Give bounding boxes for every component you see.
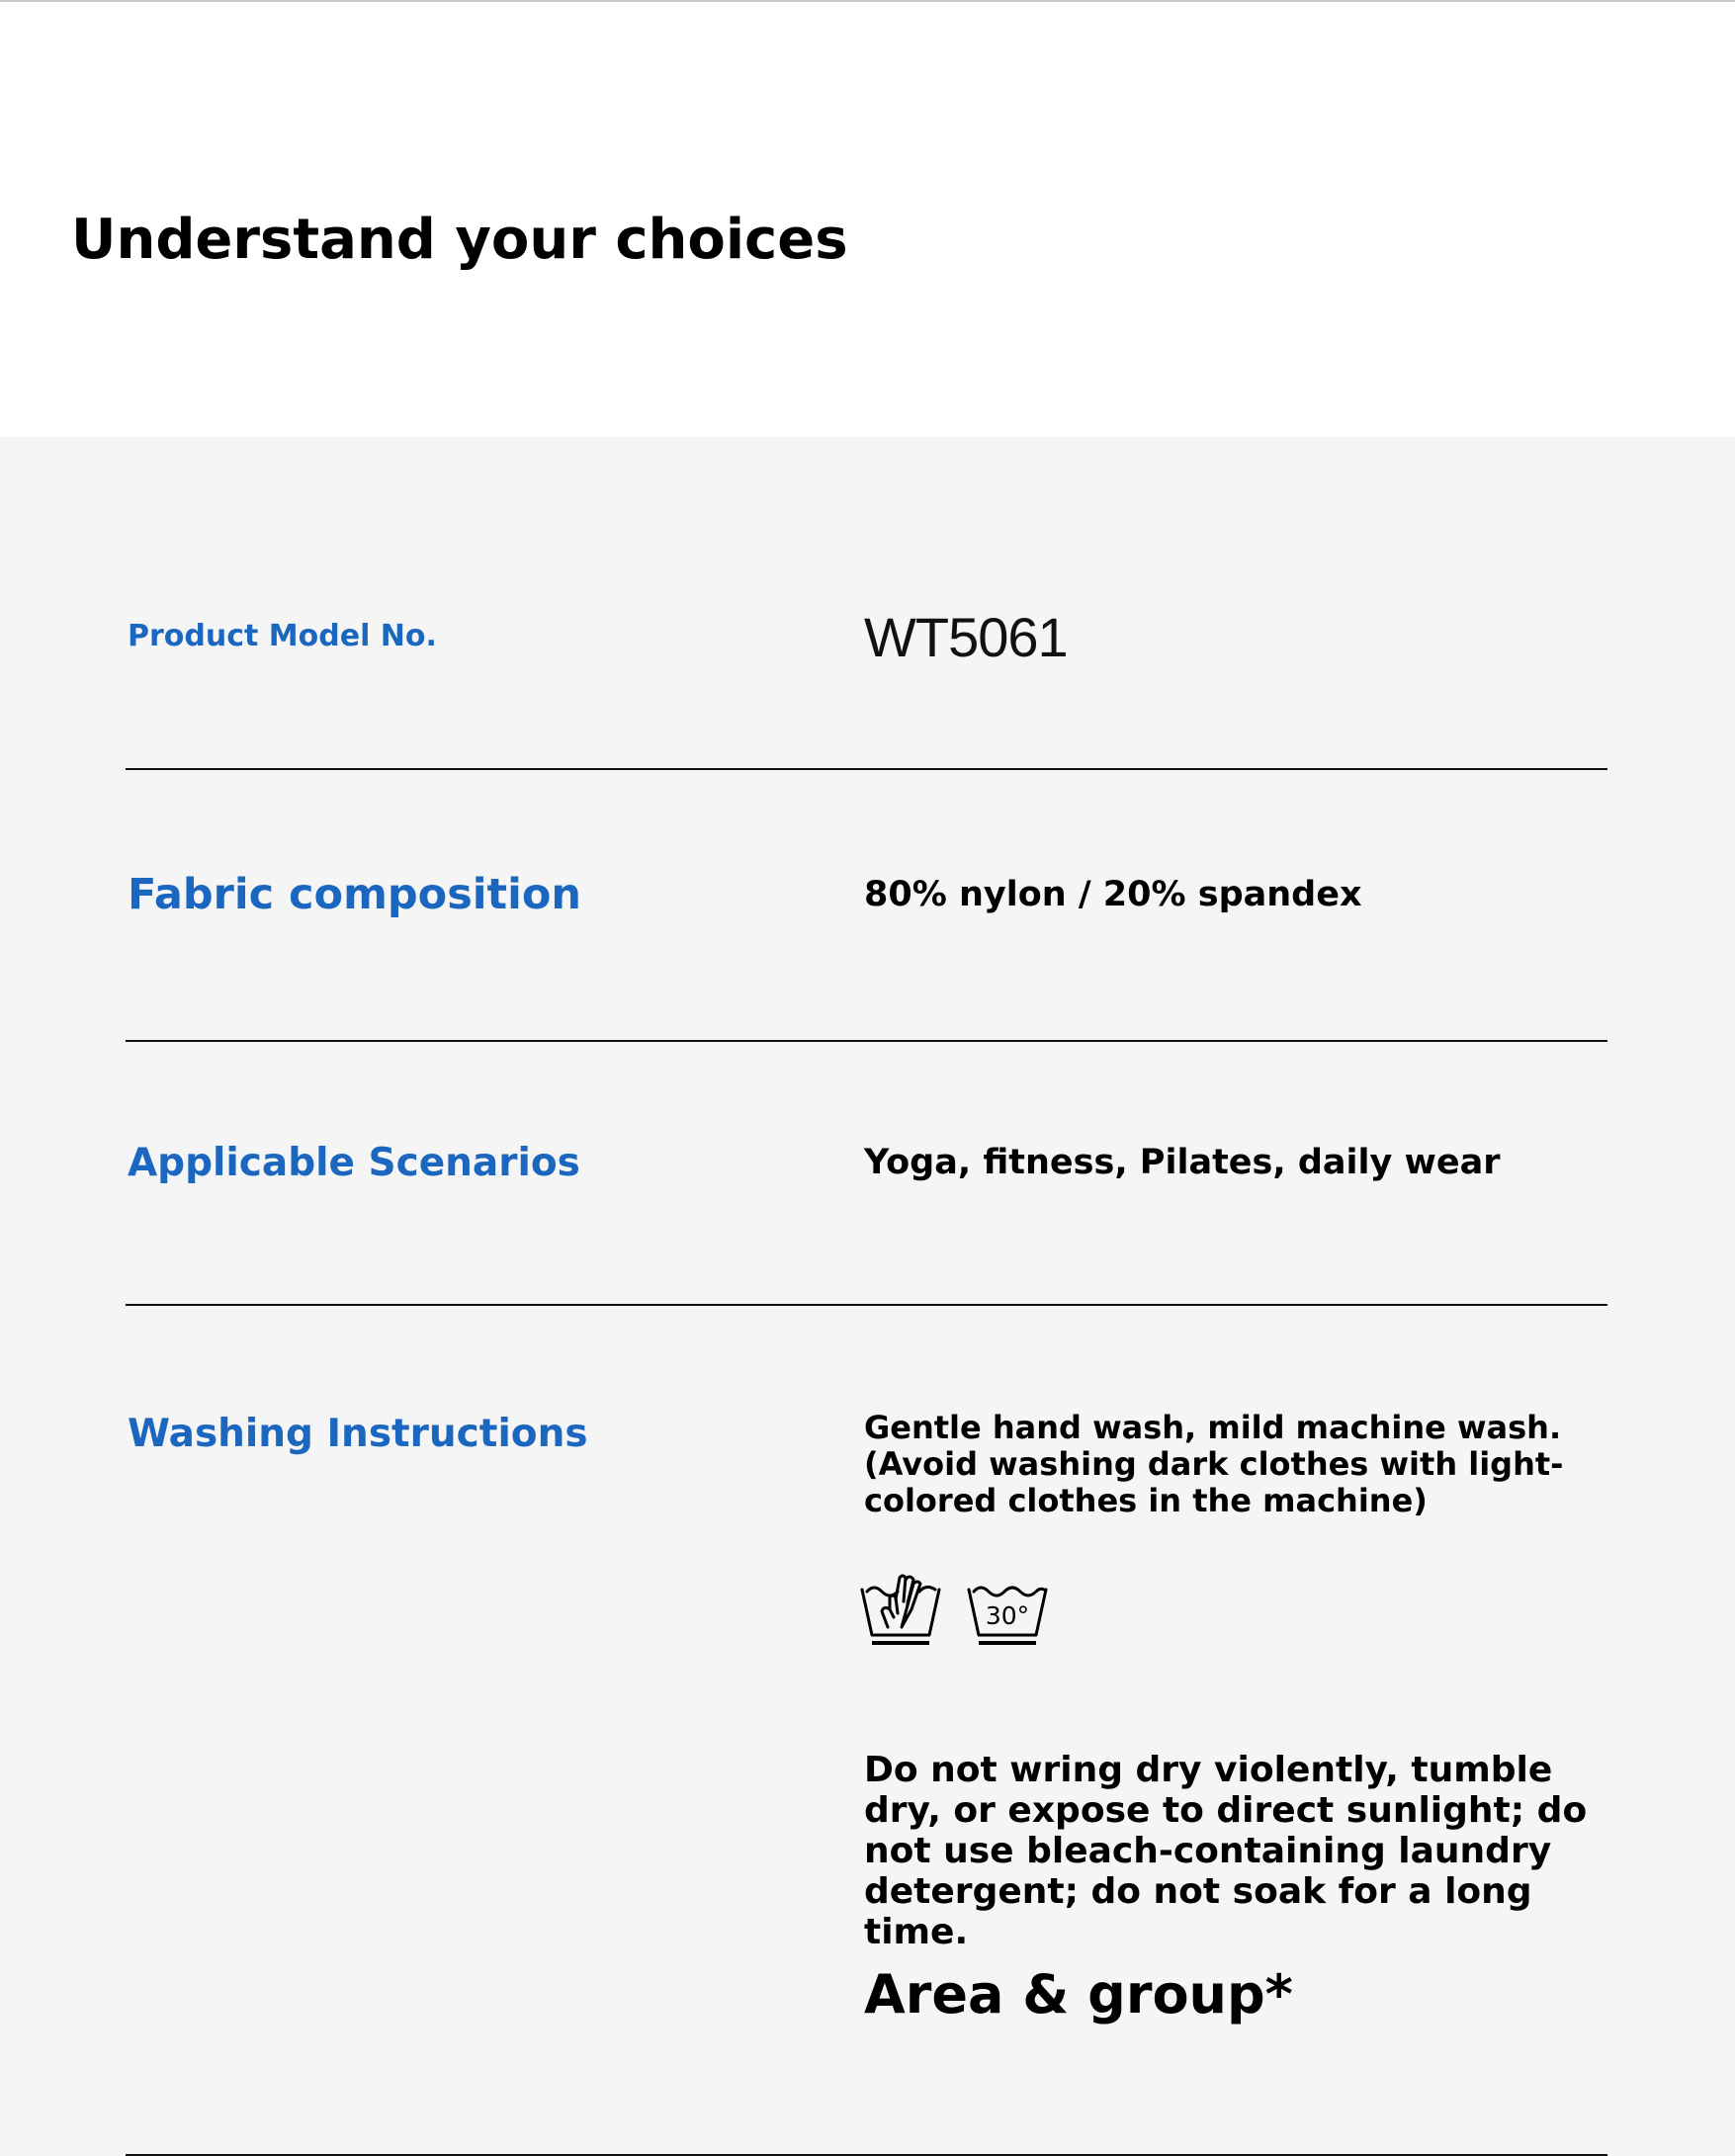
machine-wash-30-icon xyxy=(967,1570,1048,1647)
model-value: WT5061 xyxy=(864,606,1068,668)
washing-value: Gentle hand wash, mild machine wash. (Avoid washing dark clothes with light-colored clothes in the machine) xyxy=(864,1409,1564,1519)
care-icons xyxy=(860,1570,1048,1647)
scenarios-label: Applicable Scenarios xyxy=(128,1141,580,1185)
spec-panel xyxy=(0,437,1735,2156)
model-label: Product Model No. xyxy=(128,619,437,653)
scenarios-value: Yoga, fitness, Pilates, daily wear xyxy=(864,1143,1501,1182)
hand-wash-icon xyxy=(860,1570,941,1647)
area-group-heading: Area & group* xyxy=(864,1963,1293,2026)
wash-temperature-label: 30° xyxy=(985,1601,1030,1630)
page-title: Understand your choices xyxy=(71,208,848,272)
fabric-value: 80% nylon / 20% spandex xyxy=(864,875,1362,914)
page-header xyxy=(0,2,1735,437)
washing-label: Washing Instructions xyxy=(128,1412,588,1456)
row-divider xyxy=(126,768,1607,770)
row-divider xyxy=(126,1304,1607,1306)
care-note: Do not wring dry violently, tumble dry, or expose to direct sunlight; do not use bleach-containing laundry detergent; do not soak for a long time. xyxy=(864,1750,1588,1952)
fabric-label: Fabric composition xyxy=(128,870,581,919)
row-divider xyxy=(126,1040,1607,1042)
